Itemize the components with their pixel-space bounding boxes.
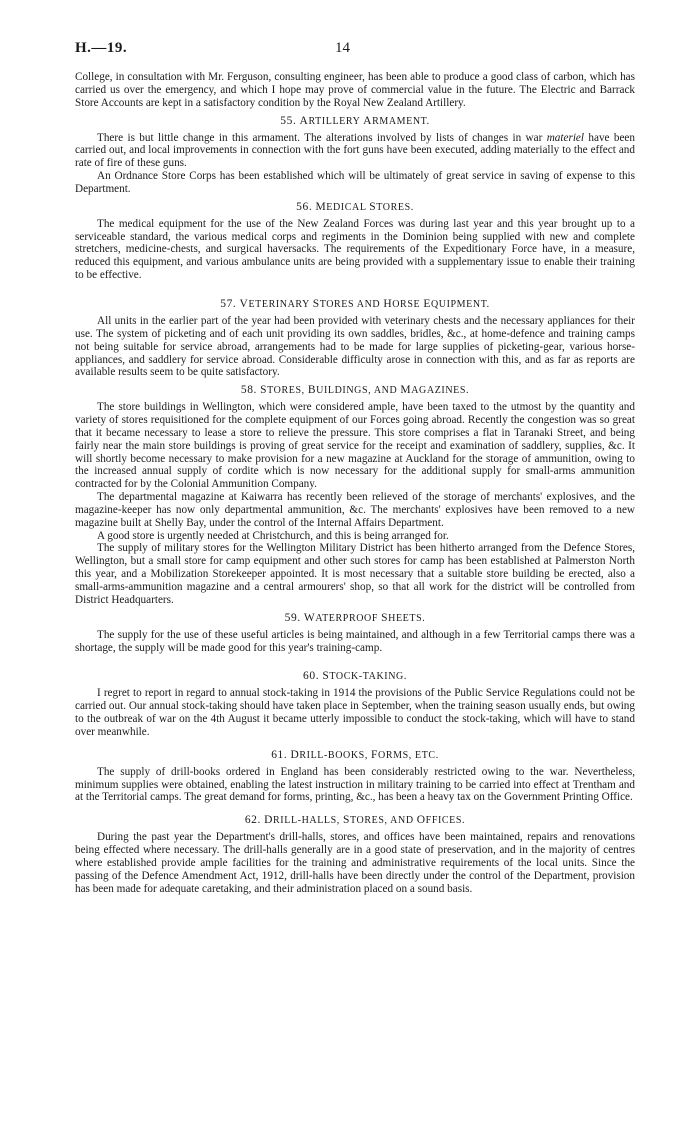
paragraph: The supply of military stores for the Wellington Military District has been hitherto arranged from the Defence Stores, Wellington, but a small store for camp equipment and other such stores for camp has been established at Palmerston North this year, and a Mobilization Storekeeper appointed. It is most necessary that a suitable store building be erected, also a small-arms-ammunition magazine and a central armourers' shop, so that all work for the district will be controlled from District Headquarters. [75,542,635,606]
paragraph: The supply for the use of these useful articles is being maintained, and although in a few Territorial camps there was a shortage, the supply will be made good for this year's training-camp. [75,628,635,654]
paragraph: The supply of drill-books ordered in England has been considerably restricted owing to the war. Nevertheless, minimum supplies were obtained, enabling the latest instruction in military training to be carried into effect at Trentham and at the Territorial camps. The great demand for forms, printing, &c., has been a heavy tax on the Government Printing Office. [75,765,635,804]
paragraph-text: There is but little change in this armament. The alterations involved by lists of changes in war [97,131,547,144]
page-body [75,71,635,896]
paragraph-text: have been carried out, and local improvements in connection with the fort guns have been executed, adding materially to the effect and rate of fire of these guns. [75,131,635,170]
section-heading-55: 55. ARTILLERY ARMAMENT. [280,114,430,127]
section-heading-62: 62. DRILL-HALLS, STORES, AND OFFICES. [244,814,466,827]
section-heading-58: 58. STORES, BUILDINGS, AND MAGAZINES. [240,384,470,397]
paragraph: The store buildings in Wellington, which were considered ample, have been taxed to the utmost by the quantity and variety of stores requisitioned for the complete equipment of our Forces going abroad. Recently the congestion was so great that it became necessary to lease a store to relieve the pressure. This store comprises a flat in Taranaki Street, and being fairly near the main store buildings is proving of great service for the receipt and examination of saddlery, supplies, &c. It will shortly become necessary to make provision for a new magazine at Auckland for the storage of ammunition, owing to the increased annual supply of cordite which is now necessary for the additional supply for small-arms ammunition contracted for by the Colonial Ammunition Company. [75,401,635,491]
document-reference: H.—19. [75,40,128,56]
paragraph: During the past year the Department's drill-halls, stores, and offices have been maintained, repairs and renovations being effected where necessary. The drill-halls generally are in a good state of preservation, and in the majority of centres where established provide ample facilities for the training and administrative requirements of the local units. Since the passing of the Defence Amendment Act, 1912, drill-halls have been directly under the control of the Department, provision has been made for adequate caretaking, and their administration placed on a sound basis. [75,831,635,895]
continued-paragraph: College, in consultation with Mr. Ferguson, consulting engineer, has been able to produce a good class of carbon, which has carried us over the emergency, and which I hope may prove of commercial value in the future. The Electric and Barrack Store Accounts are kept in a satisfactory condition by the Royal New Zealand Artillery. [75,71,635,109]
paragraph: All units in the earlier part of the year had been provided with veterinary chests and the necessary appliances for their use. The system of picketing and of each unit providing its own saddles, bridles, &c., at home-defence and training camps not being suitable for service abroad, arrangements had to be made for large supplies of picketing-gear, various horse-appliances, and saddlery for service abroad. Considerable difficulty arose in connection with this, and as far as reports are available results seem to be quite satisfactory. [75,314,635,379]
paragraph: I regret to report in regard to annual stock-taking in 1914 the provisions of the Public Service Regulations could not be carried out. Our annual stock-taking should have taken place in September, when the training season usually ends, but owing to the outbreak of war on the 4th August it became utterly impossible to conduct the stock-taking, which will have to stand over meanwhile. [75,687,635,738]
section-heading-61: 61. DRILL-BOOKS, FORMS, ETC. [271,748,439,761]
paragraph: An Ordnance Store Corps has been established which will be ultimately of great service in saving of expense to this Department. [75,170,635,195]
emphasis-text: materiel [546,131,585,144]
section-heading-56: 56. MEDICAL STORES. [296,200,414,213]
section-heading-59: 59. WATERPROOF SHEETS. [284,611,426,624]
paragraph: The medical equipment for the use of the New Zealand Forces was during last year and this year brought up to a serviceable standard, the various medical corps and regiments in the Dominion being supplied with new and complete stretchers, medicine-chests, and surgical haversacks. The requirements of the Expeditionary Force have, in a measure, reduced this equipment, and various ambulance units are being provided with a supplementary issue to enable their training to be effective. [75,217,635,282]
paragraph: The departmental magazine at Kaiwarra has recently been relieved of the storage of merchants' explosives, and the magazine-keeper has now only departmental ammunition, &c. The merchants' explosives have been removed to a new magazine built at Shelly Bay, under the control of the Internal Affairs Department. [75,491,635,529]
section-heading-60: 60. STOCK-TAKING. [303,670,407,683]
page-header [75,40,635,60]
paragraph [75,132,635,171]
section-heading-57: 57. VETERINARY STORES AND HORSE EQUIPMENT. [220,297,490,310]
page-number: 14 [335,40,350,56]
paragraph: A good store is urgently needed at Christchurch, and this is being arranged for. [97,529,449,542]
